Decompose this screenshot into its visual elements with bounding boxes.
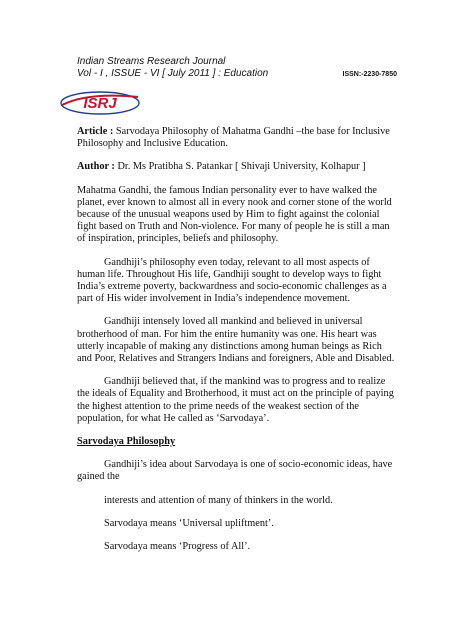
section-intro: Gandhiji’s idea about Sarvodaya is one of socio-economic ideas, have gained the	[77, 459, 393, 483]
isrj-logo	[58, 88, 142, 116]
author-line	[77, 161, 395, 173]
logo-text: ISRJ	[83, 95, 117, 112]
article-body	[77, 126, 395, 564]
definition-line-2: Sarvodaya means ‘Progress of All’.	[104, 541, 251, 553]
running-header	[77, 56, 397, 81]
journal-name: Indian Streams Research Journal	[77, 56, 226, 67]
author-name: Dr. Ms Pratibha S. Patankar [ Shivaji University, Kolhapur ]	[117, 161, 366, 173]
paragraph-intro: Mahatma Gandhi, the famous Indian personality ever to have walked the planet, ever known to almost all in every nook and corner stone of the world because of the unusual weapons used by Him to fight against the colonial fight based on Truth and Non-violence. For many of people he is still a man of inspiration, principles, beliefs and philosophy.	[77, 184, 392, 245]
article-label: Article :	[77, 126, 114, 137]
paragraph-brotherhood: Gandhiji intensely loved all mankind and believed in universal brotherhood of man. For him the entire humanity was one. His heart was utterly incapable of making any distinctions among human beings as Rich and Poor, Relatives and Strangers Indians and foreigners, Able and Disabled.	[77, 316, 395, 365]
author-label: Author :	[77, 161, 115, 173]
article-title: Sarvodaya Philosophy of Mahatma Gandhi –the base for Inclusive Philosophy and Inclusive Education.	[77, 126, 390, 150]
paragraph-sarvodaya: Gandhiji believed that, if the mankind was to progress and to realize the ideals of Equality and Brotherhood, it must act on the principle of paying the highest attention to the prime needs of the weakest section of the population, for what He called as ‘Sarvodaya’.	[77, 376, 394, 424]
article-heading	[77, 126, 395, 150]
issn-number: ISSN:-2230-7850	[342, 71, 397, 78]
issue-info: Vol - I , ISSUE - VI [ July 2011 ] : Education	[77, 68, 269, 79]
section-continuation: interests and attention of many of thinkers in the world.	[104, 494, 333, 506]
section-heading: Sarvodaya Philosophy	[77, 436, 176, 448]
paragraph-relevance: Gandhiji’s philosophy even today, relevant to all most aspects of human life. Throughout His life, Gandhiji sought to develop ways to fight India’s extreme poverty, backwardness and socio-economic challenges as a part of His wider involvement in India’s independence movement.	[77, 256, 387, 305]
definition-line-1: Sarvodaya means ‘Universal upliftment’.	[104, 517, 274, 529]
